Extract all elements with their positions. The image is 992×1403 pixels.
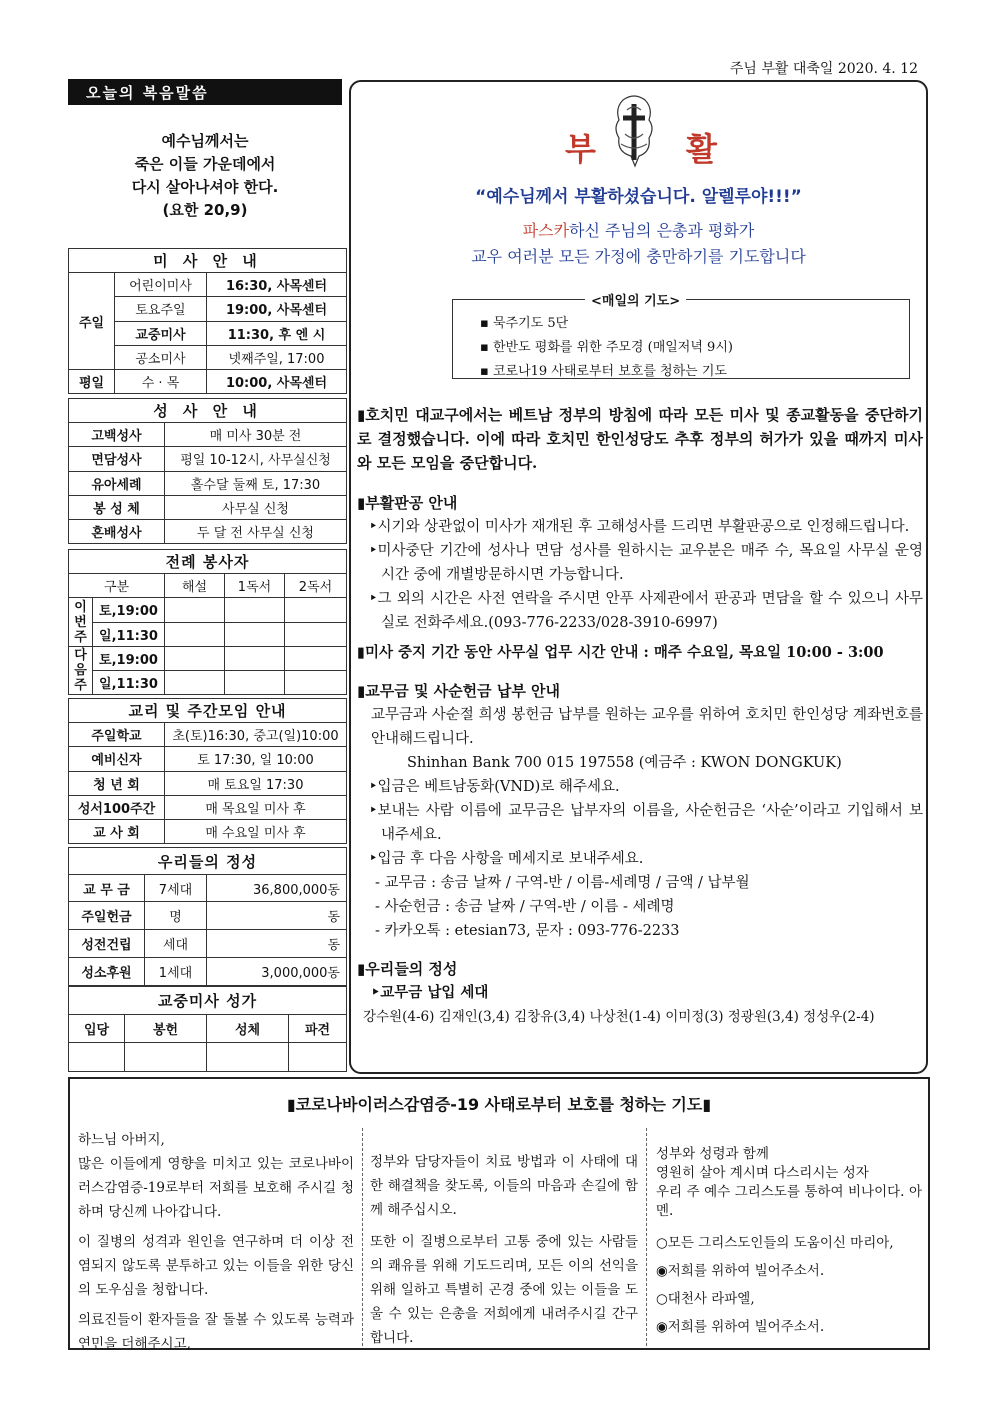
this-week-label: 이번주 — [69, 598, 93, 646]
offering-name: 성전건립 — [69, 930, 145, 958]
mass-time: 10:00, 사목센터 — [207, 369, 347, 393]
offering-amount: 동 — [207, 902, 347, 930]
sacrament-name: 면담성사 — [69, 447, 165, 471]
mass-time: 넷째주일, 17:00 — [207, 345, 347, 369]
meeting-value: 토 17:30, 일 10:00 — [165, 747, 347, 771]
offering-table — [68, 847, 347, 986]
sacrament-value: 두 달 전 사무실 신청 — [165, 519, 347, 543]
sacrament-name: 유아세례 — [69, 471, 165, 495]
meeting-name: 예비신자 — [69, 747, 165, 771]
daily-prayer-title: <매일의 기도> — [585, 290, 686, 309]
servers-title: 전례 봉사자 — [69, 550, 347, 574]
mass-name: 공소미사 — [115, 345, 207, 369]
meeting-value: 초(토)16:30, 중고(일)10:00 — [165, 723, 347, 747]
offering-title: 우리들의 정성 — [69, 848, 347, 875]
offering-unit: 7세대 — [145, 875, 207, 902]
prayer-paragraph: 정부와 담당자들이 치료 방법과 이 사태에 대한 해결책을 찾도록, 이들의 마음과 손길에 함께 해주십시오. — [370, 1154, 638, 1218]
server-time: 토,19:00 — [93, 646, 165, 670]
hymn-header: 성체 — [207, 1015, 289, 1043]
mass-schedule-table — [68, 248, 347, 394]
gospel-label: 오늘의 복음말씀 — [68, 79, 342, 105]
hymns-table — [68, 986, 347, 1072]
ours-title: ▮우리들의 정성 — [357, 960, 458, 978]
sacrament-name: 봉 성 체 — [69, 495, 165, 519]
litany-response: ◉저희를 위하여 빌어주소서. — [656, 1319, 825, 1335]
easter-duty-item: ‣미사중단 기간에 성사나 면담 성사를 원하시는 교우분은 매주 수, 목요일 사무실 운영시간 중에 개별방문하시면 가능합니다. — [369, 543, 923, 583]
meeting-value: 매 토요일 17:30 — [165, 771, 347, 795]
dues-item: ‣입금 후 다음 사항을 메세지로 보내주세요. — [369, 851, 644, 867]
offering-unit: 세대 — [145, 930, 207, 958]
dues-sub-item: - 카카오톡 : etesian73, 문자 : 093-776-2233 — [375, 923, 680, 939]
meeting-name: 교 사 회 — [69, 819, 165, 843]
servers-header: 구분 — [69, 574, 165, 598]
easter-duty-item: ‣시기와 상관없이 미사가 재개된 후 고해성사를 드리면 부활판공으로 인정해드립니다. — [369, 519, 910, 535]
dues-sub-item: - 교무금 : 송금 날짜 / 구역-반 / 이름-세례명 / 금액 / 납부월 — [375, 875, 750, 891]
prayer-paragraph: 하느님 아버지, — [78, 1132, 165, 1148]
covid-prayer-title: ▮코로나바이러스감염증-19 사태로부터 보호를 청하는 기도▮ — [286, 1095, 712, 1114]
easter-title-right: 활 — [686, 130, 717, 168]
offering-name: 교 무 금 — [69, 875, 145, 902]
liturgy-servers-table — [68, 549, 347, 695]
meeting-name: 주일학교 — [69, 723, 165, 747]
covid-prayer-col1 — [78, 1128, 354, 1356]
server-time: 일,11:30 — [93, 670, 165, 694]
offering-amount: 동 — [207, 930, 347, 958]
dues-sub-item: - 사순헌금 : 송금 날짜 / 구역-반 / 이름 - 세례명 — [375, 899, 675, 915]
ours-subtitle: ‣교무금 납입 세대 — [371, 984, 489, 1001]
litany-call: ○모든 그리스도인들의 도움이신 마리아, — [656, 1235, 894, 1251]
daily-prayer-item: ▪ 묵주기도 5단 — [480, 316, 569, 331]
next-week-label: 다음주 — [69, 646, 93, 694]
litany-response: ◉저희를 위하여 빌어주소서. — [656, 1263, 825, 1279]
prayer-paragraph: 많은 이들에게 영향을 미치고 있는 코로나바이러스감염증-19로부터 저희를 보호해 주시길 청하며 당신께 나아갑니다. — [78, 1156, 354, 1220]
server-time: 일,11:30 — [93, 622, 165, 646]
mass-time: 16:30, 사목센터 — [207, 273, 347, 297]
easter-subtitle: “예수님께서 부활하셨습니다. 알렐루야!!!” — [475, 187, 802, 207]
mass-name: 수 · 목 — [115, 369, 207, 393]
prayer-paragraph: 의료진들이 환자들을 잘 돌볼 수 있도록 능력과 연민을 더해주시고, — [78, 1312, 354, 1352]
greeting-line: 하신 주님의 은총과 평화가 — [569, 221, 755, 240]
hcm-notice: ▮호치민 대교구에서는 베트남 정부의 방침에 따라 모든 미사 및 종교활동을 중단하기로 결정했습니다. 이에 따라 호치민 한인성당도 추후 정부의 허가가 있을 때까지 미사와 모든 모임을 중단합니다. — [357, 406, 923, 472]
meetings-title: 교리 및 주간모임 안내 — [69, 699, 347, 723]
mass-time: 19:00, 사목센터 — [207, 297, 347, 321]
gospel-line: 죽은 이들 가운데에서 — [134, 155, 276, 173]
sacrament-name: 고백성사 — [69, 423, 165, 447]
mass-time: 11:30, 후 엔 시 — [207, 321, 347, 345]
prayer-paragraph: 이 질병의 성격과 원인을 연구하며 더 이상 전염되지 않도록 분투하고 있는 이들을 위한 당신의 도우심을 청합니다. — [78, 1234, 354, 1298]
meeting-value: 매 수요일 미사 후 — [165, 819, 347, 843]
dues-intro: 교무금과 사순절 희생 봉헌금 납부를 원하는 교우를 위하여 호치민 한인성당 계좌번호를 안내해드립니다. — [371, 707, 923, 747]
sacrament-value: 평일 10-12시, 사무실신청 — [165, 447, 347, 471]
sacrament-title: 성 사 안 내 — [69, 399, 347, 423]
bank-account: Shinhan Bank 700 015 197558 (예금주 : KWON DONGKUK) — [407, 755, 842, 771]
gospel-line: 예수님께서는 — [161, 132, 249, 150]
sunday-label: 주일 — [69, 273, 115, 370]
easter-duty-title: ▮부활판공 안내 — [357, 494, 458, 512]
meetings-table — [68, 698, 347, 844]
dues-title: ▮교무금 및 사순헌금 납부 안내 — [357, 682, 561, 700]
server-time: 토,19:00 — [93, 598, 165, 622]
offering-name: 성소후원 — [69, 958, 145, 986]
prayer-paragraph: 성부와 성령과 함께 — [656, 1146, 769, 1162]
dues-item: ‣보내는 사람 이름에 교무금은 납부자의 이름을, 사순헌금은 ‘사순’이라고 기입해서 보내주세요. — [369, 803, 923, 843]
sacrament-value: 매 미사 30분 전 — [165, 423, 347, 447]
hymn-header: 봉헌 — [125, 1015, 207, 1043]
mass-name: 교중미사 — [115, 321, 207, 345]
prayer-paragraph: 우리 주 예수 그리스도를 통하여 비나이다. 아멘. — [656, 1184, 922, 1219]
hymn-header: 파견 — [289, 1015, 347, 1043]
bulletin-date: 주님 부활 대축일 2020. 4. 12 — [729, 61, 918, 77]
gospel-line: 다시 살아나셔야 한다. — [131, 178, 279, 196]
mass-name: 어린이미사 — [115, 273, 207, 297]
meeting-value: 매 목요일 미사 후 — [165, 795, 347, 819]
column-divider — [362, 1128, 363, 1346]
servers-header: 2독서 — [285, 574, 347, 598]
offering-amount: 3,000,000동 — [207, 958, 347, 986]
easter-cross-icon — [611, 94, 657, 168]
mass-schedule-title: 미 사 안 내 — [69, 249, 347, 273]
gospel-verse — [68, 130, 342, 222]
office-hours-notice: ▮미사 중지 기간 동안 사무실 업무 시간 안내 : 매주 수요일, 목요일 10:00 - 3:00 — [357, 644, 884, 661]
covid-prayer-col2 — [370, 1150, 638, 1350]
gospel-reference: (요한 20,9) — [162, 201, 248, 219]
hymn-header: 입당 — [69, 1015, 125, 1043]
pascha-word: 파스카 — [522, 221, 570, 240]
offering-name: 주일헌금 — [69, 902, 145, 930]
sacrament-value: 홀수달 둘째 토, 17:30 — [165, 471, 347, 495]
dues-item: ‣입금은 베트남동화(VND)로 해주세요. — [369, 779, 620, 795]
offering-unit: 명 — [145, 902, 207, 930]
ours-names: 강수원(4-6) 김재인(3,4) 김창유(3,4) 나상천(1-4) 이미정(3) 정광원(3,4) 정성우(2-4) — [363, 1009, 875, 1025]
litany-call: ○대천사 라파엘, — [656, 1291, 755, 1307]
prayer-paragraph: 영원히 살아 계시며 다스리시는 성자 — [656, 1165, 869, 1181]
hymns-title: 교중미사 성가 — [69, 987, 347, 1015]
covid-prayer-col3 — [656, 1145, 922, 1341]
greeting-line: 교우 여러분 모든 가정에 충만하기를 기도합니다 — [471, 247, 806, 266]
servers-header: 해설 — [165, 574, 225, 598]
meeting-name: 성서100주간 — [69, 795, 165, 819]
daily-prayer-list — [480, 312, 733, 384]
meeting-name: 청 년 회 — [69, 771, 165, 795]
easter-duty-item: ‣그 외의 시간은 사전 연락을 주시면 안푸 사제관에서 판공과 면담을 할 수 있으니 사무실로 전화주세요.(093-776-2233/028-3910-6997) — [369, 591, 923, 631]
weekday-label: 평일 — [69, 369, 115, 393]
offering-amount: 36,800,000동 — [207, 875, 347, 902]
daily-prayer-item: ▪ 코로나19 사태로부터 보호를 청하는 기도 — [480, 364, 727, 379]
prayer-paragraph: 또한 이 질병으로부터 고통 중에 있는 사람들의 쾌유를 위해 기도드리며, 모든 이의 선익을 위해 일하고 특별히 곤경 중에 있는 이들을 도울 수 있는 은총을 저희에게 내려주시길 간구합니다. — [370, 1234, 638, 1346]
sacrament-name: 혼배성사 — [69, 519, 165, 543]
mass-name: 토요주일 — [115, 297, 207, 321]
daily-prayer-item: ▪ 한반도 평화를 위한 주모경 (매일저녁 9시) — [480, 340, 733, 355]
sacrament-value: 사무실 신청 — [165, 495, 347, 519]
column-divider — [646, 1128, 647, 1346]
sacrament-table — [68, 398, 347, 544]
servers-header: 1독서 — [225, 574, 285, 598]
easter-greeting — [349, 218, 928, 270]
easter-title-left: 부 — [565, 130, 596, 168]
notices — [357, 403, 923, 1029]
offering-unit: 1세대 — [145, 958, 207, 986]
